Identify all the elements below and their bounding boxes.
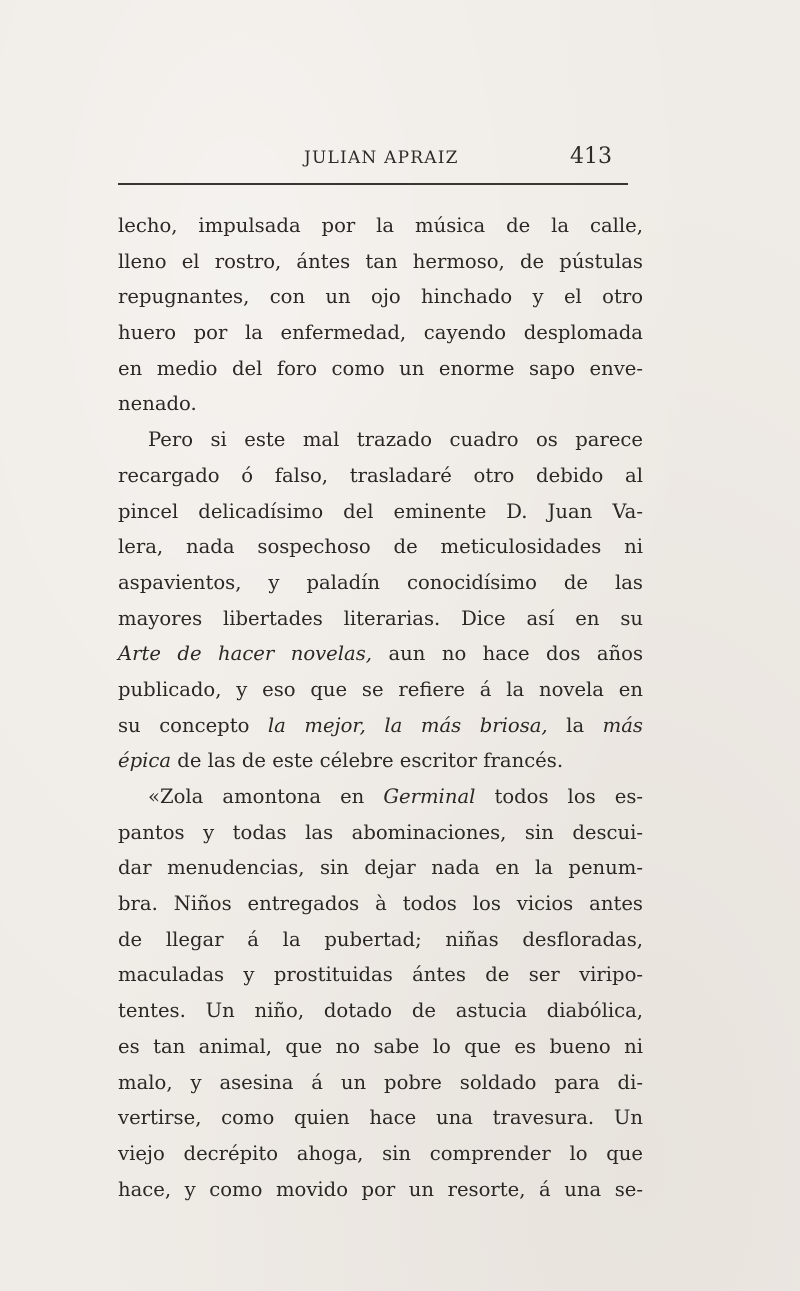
text-line: tentes. Un niño, dotado de astucia diabólica, [118,999,643,1023]
text-line: lecho, impulsada por la música de la calle, [118,214,643,237]
text-line: aspavientos, y paladín conocidísimo de las [118,570,643,594]
text-segment: de las de este célebre escritor francés. [171,749,564,773]
text-line: repugnantes, con un ojo hinchado y el otro [118,285,643,309]
text-line: mayores libertades literarias. Dice así en su [118,606,643,630]
text-line [118,743,643,779]
text-line: pantos y todas las abominaciones, sin descui- [118,820,643,844]
text-line: viejo decrépito ahoga, sin comprender lo que [118,1141,643,1165]
text-line: publicado, y eso que se refiere á la novela en [118,677,643,701]
text-line: malo, y asesina á un pobre soldado para di- [118,1070,643,1094]
text-segment: la [547,713,603,737]
text-line [118,779,643,815]
text-line [118,636,643,672]
text-line: lleno el rostro, ántes tan hermoso, de pústulas [118,249,643,273]
text-line: nenado. [118,392,197,416]
text-segment: su concepto [118,713,268,737]
text-line: Pero si este mal trazado cuadro os parece [148,428,643,452]
text-line: maculadas y prostituidas ántes de ser viripo- [118,963,643,987]
header-rule [118,183,628,185]
text-line: hace, y como movido por un resorte, á una se- [118,1177,643,1201]
text-segment: todos los es- [475,785,643,808]
text-line: dar menudencias, sin dejar nada en la penum- [118,856,643,880]
text-line: de llegar á la pubertad; niñas desfloradas, [118,927,643,951]
book-title-italic: Germinal [383,785,476,808]
text-line: pincel delicadísimo del eminente D. Juan Va- [118,499,643,523]
text-line: huero por la enfermedad, cayendo desplomada [118,321,643,345]
book-title-italic: Arte de hacer novelas, [118,642,373,666]
italic-phrase: más [602,713,643,737]
page-number: 413 [570,144,612,169]
body-text [118,208,643,1207]
text-line: bra. Niños entregados à todos los vicios antes [118,892,643,916]
text-segment: «Zola amontona en [148,785,384,808]
text-line [118,708,643,744]
text-line: es tan animal, que no sabe lo que es bueno ni [118,1034,643,1058]
text-line: en medio del foro como un enorme sapo enve- [118,356,643,380]
text-line: vertirse, como quien hace una travesura. Un [118,1106,643,1130]
running-title: JULIAN APRAIZ [304,148,459,168]
text-line: lera, nada sospechoso de meticulosidades ni [118,535,643,559]
running-head [118,146,628,174]
italic-phrase: épica [118,749,172,773]
text-segment: aun no hace dos años [372,642,643,666]
text-line: recargado ó falso, trasladaré otro debido al [118,463,643,487]
italic-phrase: la mejor, la más briosa, [267,713,548,737]
